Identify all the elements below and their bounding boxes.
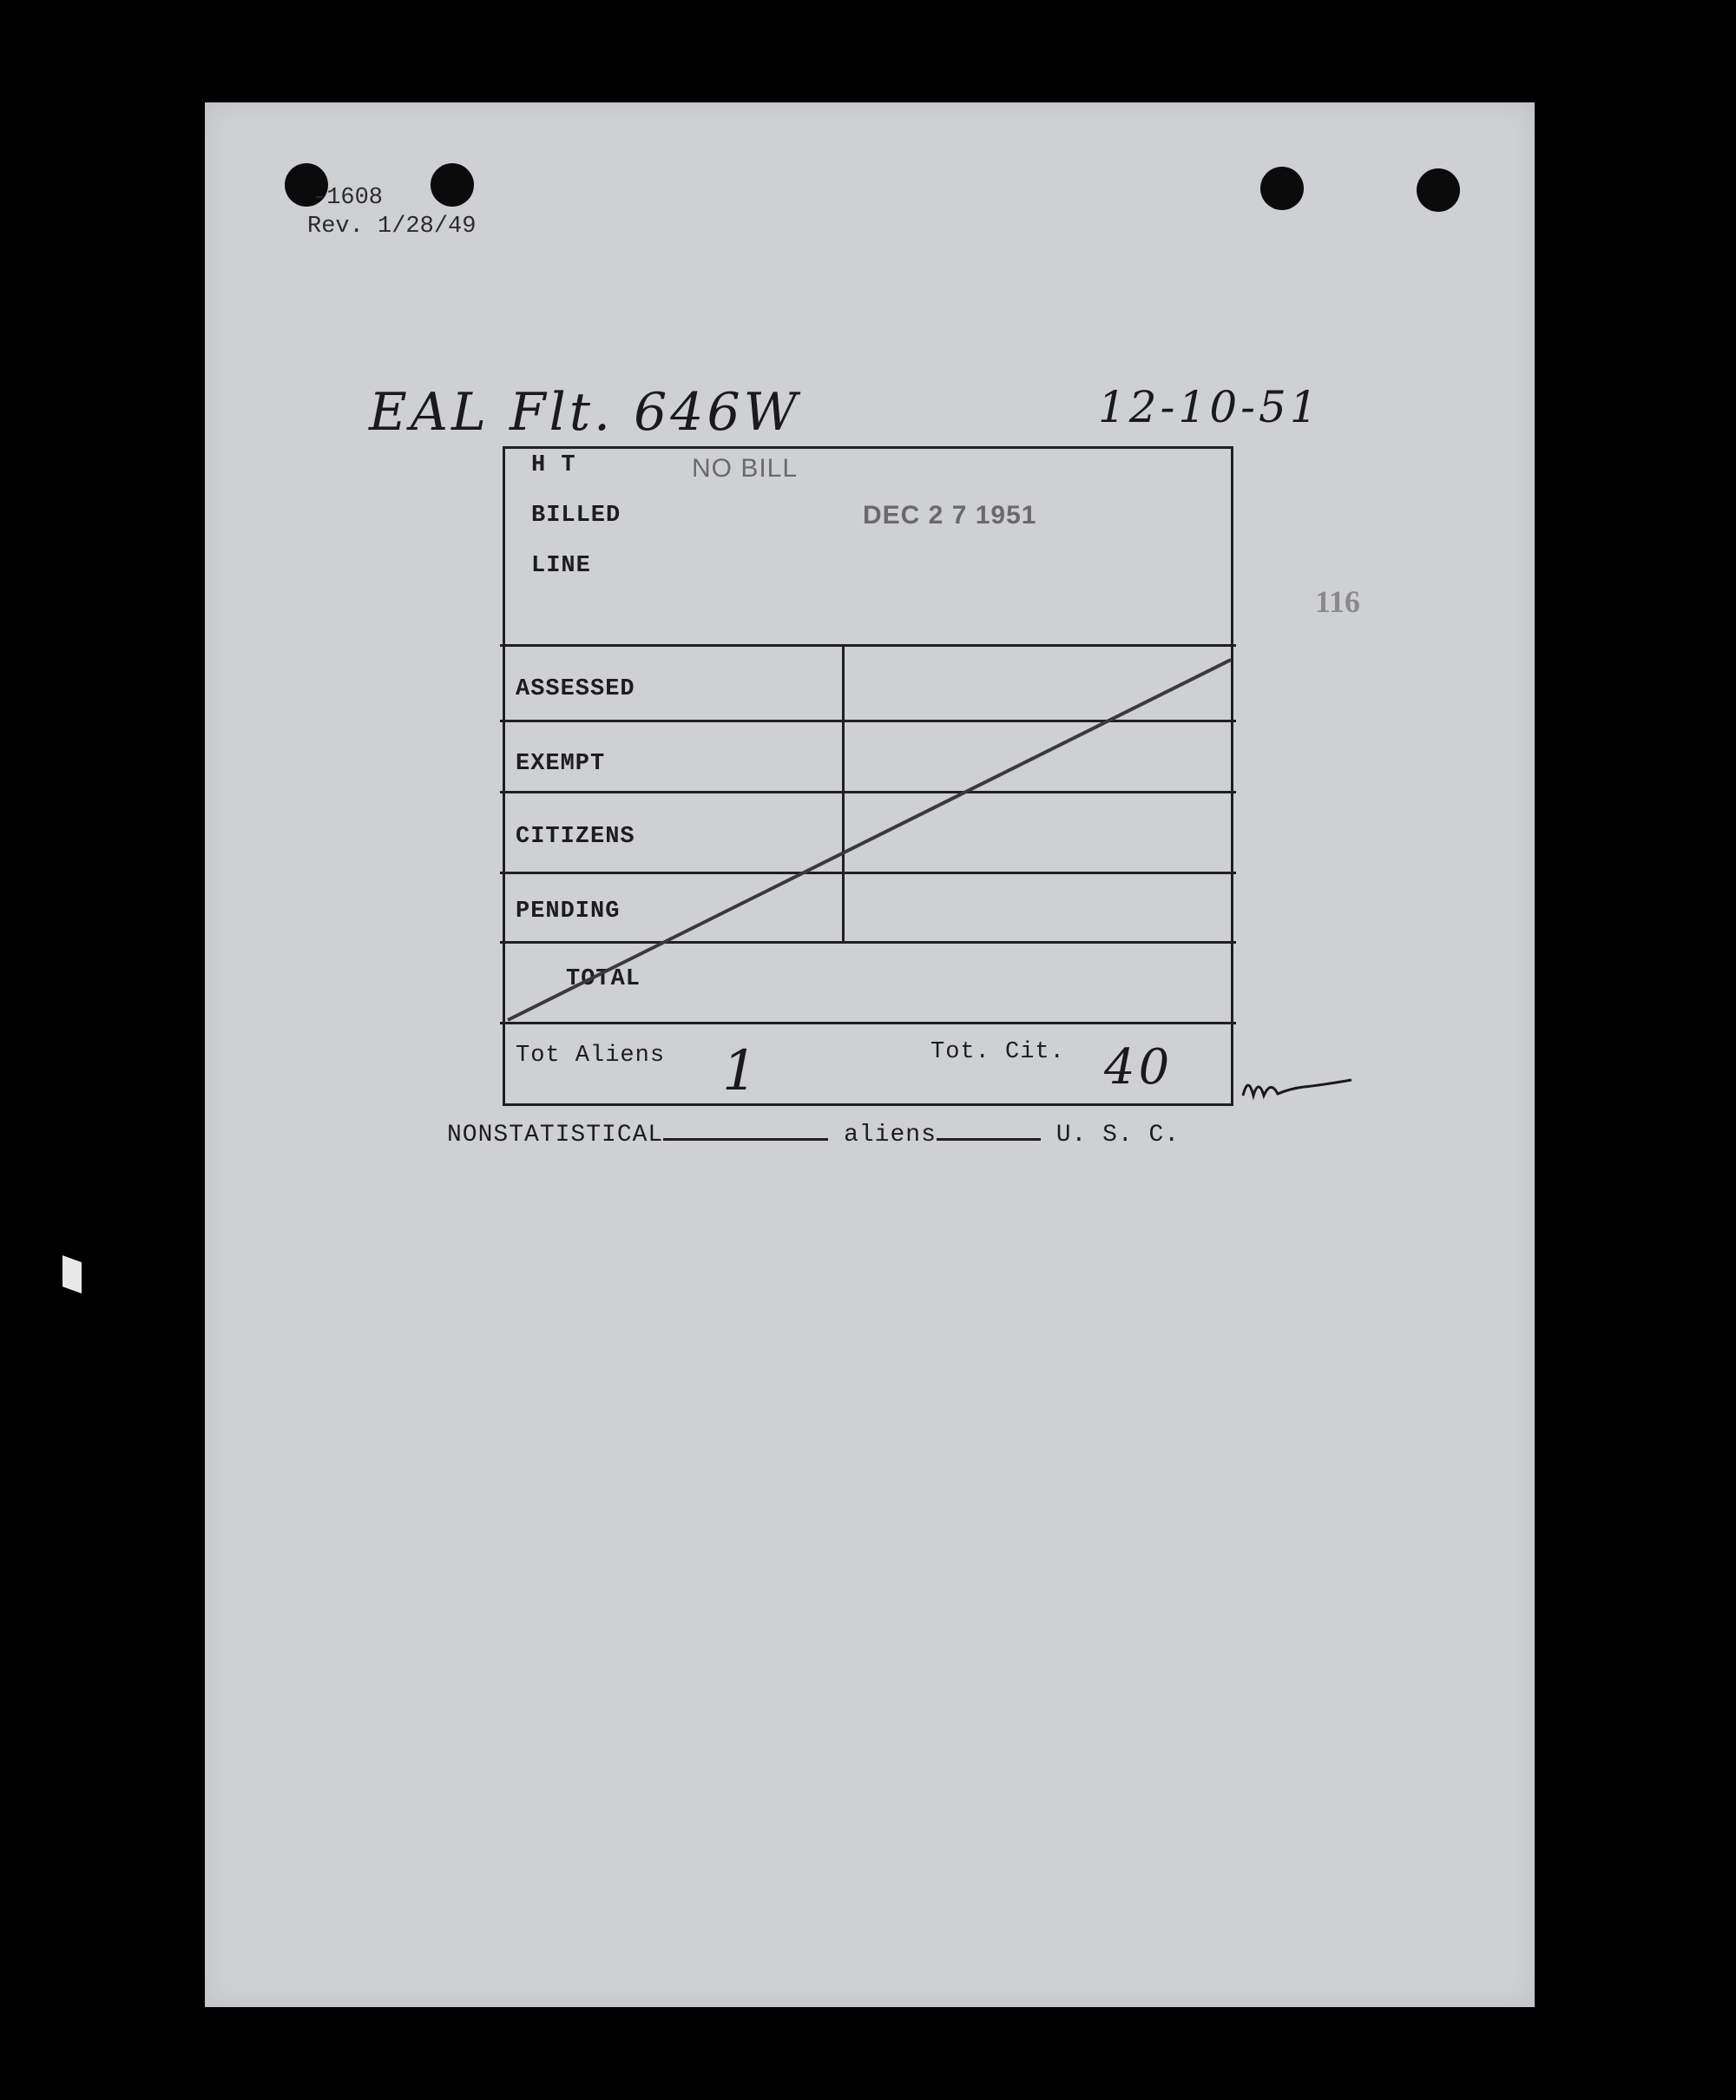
aliens-blank <box>937 1116 1041 1141</box>
row-label-citizens: CITIZENS <box>516 824 635 850</box>
usc-label: U. S. C. <box>1055 1122 1180 1149</box>
tot-cit-label: Tot. Cit. <box>930 1039 1065 1065</box>
aliens-label: aliens <box>844 1122 937 1149</box>
form-number: -1608 <box>312 185 384 211</box>
tot-aliens-label: Tot Aliens <box>516 1043 666 1069</box>
nonstatistical-blank <box>663 1116 828 1141</box>
diagonal-strike <box>508 660 1231 1020</box>
handwritten-flight: EAL Flt. 646W <box>369 382 801 443</box>
nonstatistical-line <box>447 1116 1180 1149</box>
no-bill-stamp: NO BILL <box>692 454 799 483</box>
handwritten-date: 12-10-51 <box>1098 382 1321 432</box>
form-revision: Rev. 1/28/49 <box>307 214 477 240</box>
handwritten-initials-mark <box>1243 1080 1351 1096</box>
row-label-billed: BILLED <box>531 503 621 529</box>
tot-cit-value: 40 <box>1104 1039 1174 1096</box>
row-label-line: LINE <box>531 553 591 579</box>
nonstatistical-label: NONSTATISTICAL <box>447 1122 664 1149</box>
tot-aliens-value: 1 <box>722 1039 761 1103</box>
row-label-exempt: EXEMPT <box>516 751 606 777</box>
row-label-assessed: ASSESSED <box>516 676 635 702</box>
row-label-pending: PENDING <box>516 899 621 925</box>
row-label-ht: H T <box>531 452 576 478</box>
handwritten-initials <box>1241 1059 1253 1060</box>
date-received-stamp: DEC 2 7 1951 <box>863 501 1037 530</box>
row-label-total: TOTAL <box>566 966 641 992</box>
page-number-stamp: 116 <box>1315 584 1361 619</box>
